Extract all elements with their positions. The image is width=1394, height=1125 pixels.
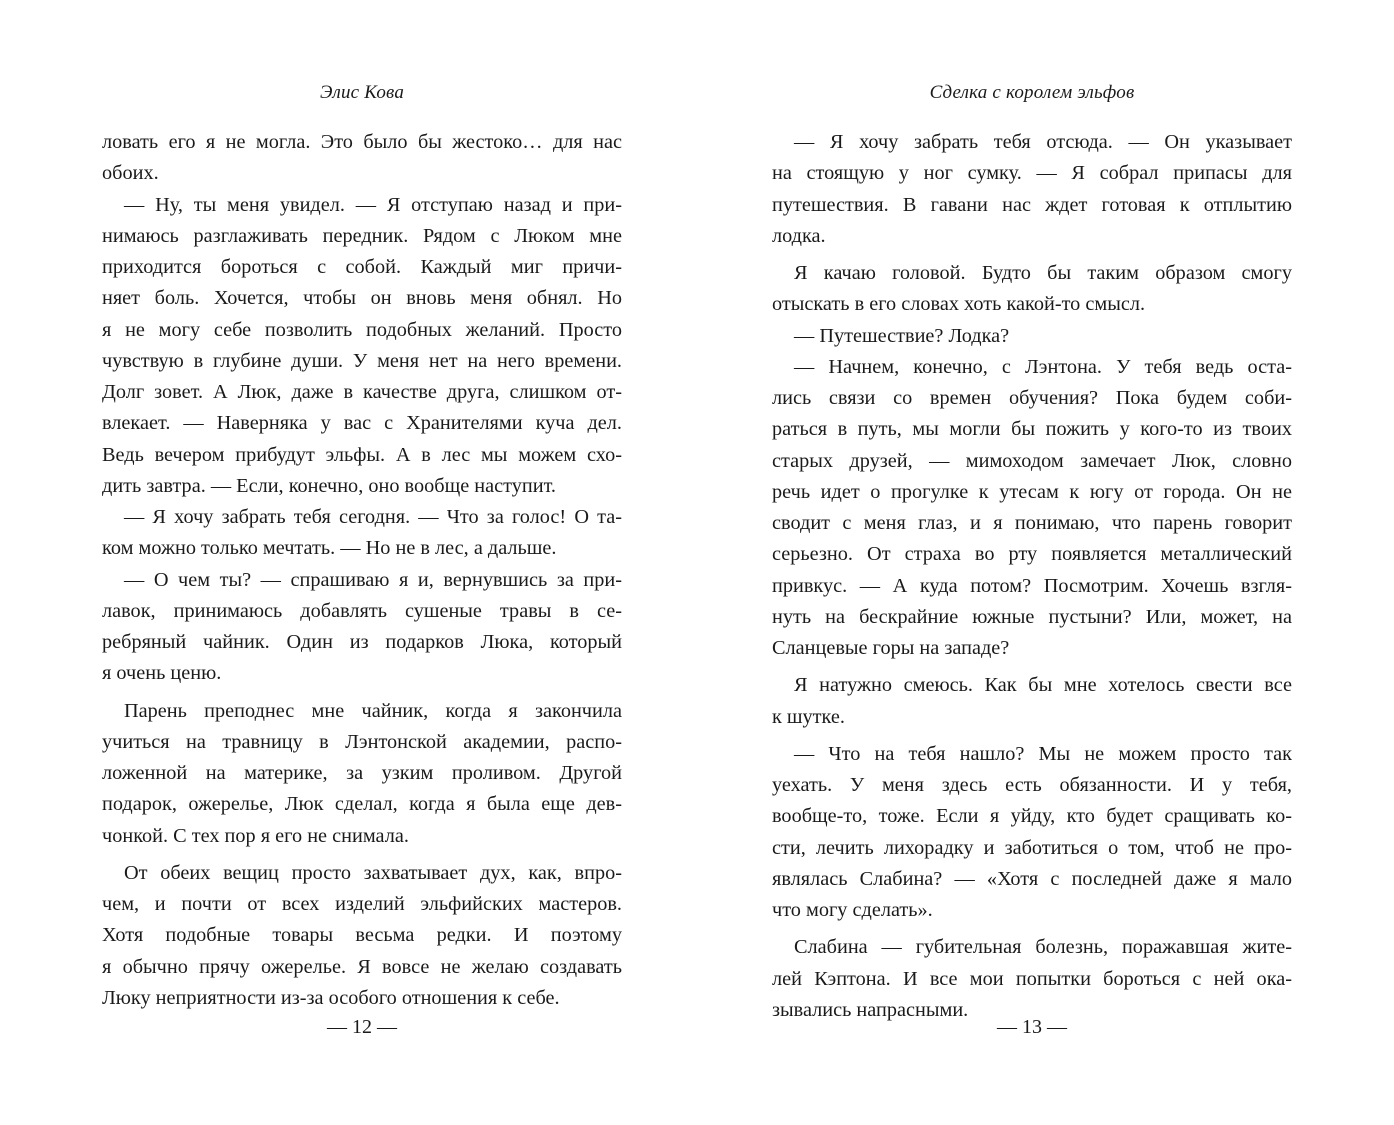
- text-line: лей Кэптона. И все мои попытки бороться с ней ока-: [772, 967, 1292, 990]
- text-line: являлась Слабина? — «Хотя с последней даже я мало: [772, 867, 1292, 890]
- text-line: Долг зовет. А Люк, даже в качестве друга, слишком от-: [102, 381, 622, 403]
- text-line: уехать. У меня здесь есть обязанности. И у тебя,: [772, 774, 1292, 796]
- text-line: лись связи со времен обучения? Пока будем соби-: [772, 387, 1292, 409]
- text-line: — Путешествие? Лодка?: [794, 324, 1010, 347]
- text-line: лодка.: [772, 224, 826, 247]
- text-line: путешествия. В гавани нас ждет готовая к отплытию: [772, 193, 1292, 216]
- text-line: ложенной на материке, за узким проливом. Другой: [102, 762, 622, 784]
- text-line: Ведь вечером прибудут эльфы. А в лес мы можем схо-: [102, 443, 622, 466]
- text-line: что могу сделать».: [772, 899, 933, 921]
- text-line: нуть на бескрайние южные пустыни? Или, может, на: [772, 605, 1292, 628]
- text-line: чем, и почти от всех изделий эльфийских мастеров.: [102, 893, 622, 915]
- right-running-head: Сделка с королем эльфов: [929, 82, 1135, 103]
- text-line: учиться на травницу в Лэнтонской академии, распо-: [102, 730, 622, 753]
- text-line: привкус. — А куда потом? Посмотрим. Хочешь взгля-: [772, 574, 1292, 597]
- left-running-head: Элис Кова: [319, 82, 405, 103]
- text-line: сти, лечить лихорадку и заботиться о том, чтоб не про-: [772, 836, 1292, 859]
- text-line: обоих.: [102, 162, 159, 185]
- text-line: раться в путь, мы могли бы пожить у кого-то из твоих: [772, 418, 1292, 441]
- text-line: отыскать в его словах хоть какой-то смысл.: [772, 293, 1146, 316]
- text-line: — О чем ты? — спрашиваю я и, вернувшись за при-: [124, 568, 622, 591]
- text-line: ком можно только мечтать. — Но не в лес, а дальше.: [102, 537, 557, 560]
- text-line: — Я хочу забрать тебя отсюда. — Он указывает: [794, 131, 1292, 153]
- text-line: Люку неприятности из-за особого отношения к себе.: [102, 986, 560, 1009]
- text-line: ребряный чайник. Один из подарков Люка, который: [102, 631, 622, 653]
- left-page: [102, 0, 622, 1125]
- text-line: Я качаю головой. Будто бы таким образом смогу: [794, 262, 1292, 284]
- text-line: я не могу себе позволить подобных желаний. Просто: [102, 318, 622, 341]
- text-line: чонкой. С тех пор я его не снимала.: [102, 824, 409, 847]
- right-page: [772, 0, 1292, 1125]
- text-line: Слабина — губительная болезнь, поражавшая жите-: [794, 936, 1292, 959]
- text-line: Сланцевые горы на западе?: [772, 637, 1010, 659]
- text-line: приходится бороться с собой. Каждый миг причи-: [102, 256, 622, 278]
- text-line: зывались напрасными.: [772, 998, 969, 1021]
- text-line: лавок, принимаюсь добавлять сушеные травы в се-: [102, 599, 622, 622]
- text-line: речь идет о прогулке к утесам к югу от города. Он не: [772, 480, 1292, 503]
- left-body-text: [102, 127, 622, 1014]
- text-line: я очень ценю.: [102, 662, 222, 685]
- text-line: сводит с меня глаз, и я понимаю, что парень говорит: [772, 512, 1292, 534]
- text-line: серьезно. От страха во рту появляется металлический: [772, 543, 1292, 566]
- text-line: дить завтра. — Если, конечно, оно вообще наступит.: [102, 474, 556, 497]
- text-line: старых друзей, — мимоходом замечает Люк, словно: [772, 449, 1292, 472]
- text-line: — Начнем, конечно, с Лэнтона. У тебя ведь оста-: [794, 355, 1292, 378]
- text-line: От обеих вещиц просто захватывает дух, как, впро-: [124, 861, 622, 884]
- text-line: нимаюсь разглаживать передник. Рядом с Люком мне: [102, 224, 622, 247]
- text-line: Я натужно смеюсь. Как бы мне хотелось свести все: [794, 674, 1292, 697]
- text-line: Хотя подобные товары весьма редки. И поэтому: [102, 924, 622, 947]
- text-line: влекает. — Наверняка у вас с Хранителями куча дел.: [102, 412, 622, 435]
- text-line: к шутке.: [772, 705, 845, 728]
- left-page-number: — 12 —: [327, 1016, 397, 1038]
- text-line: ловать его я не могла. Это было бы жестоко… для нас: [102, 131, 622, 153]
- text-line: чувствую в глубине души. У меня нет на него времени.: [102, 349, 622, 372]
- text-line: няет боль. Хочется, чтобы он вновь меня обнял. Но: [102, 287, 622, 310]
- text-line: — Я хочу забрать тебя сегодня. — Что за голос! О та-: [124, 506, 622, 528]
- right-page-number: — 13 —: [997, 1016, 1067, 1038]
- text-line: — Что на тебя нашло? Мы не можем просто так: [794, 742, 1292, 765]
- text-line: вообще-то, тоже. Если я уйду, кто будет сращивать ко-: [772, 805, 1292, 828]
- right-body-text: [772, 127, 1292, 1026]
- text-line: Парень преподнес мне чайник, когда я закончила: [124, 699, 622, 722]
- text-line: на стоящую у ног сумку. — Я собрал припасы для: [772, 162, 1292, 185]
- text-line: — Ну, ты меня увидел. — Я отступаю назад и при-: [124, 193, 622, 216]
- text-line: я обычно прячу ожерелье. Я вовсе не желаю создавать: [102, 955, 622, 978]
- text-line: подарок, ожерелье, Люк сделал, когда я была еще дев-: [102, 793, 622, 816]
